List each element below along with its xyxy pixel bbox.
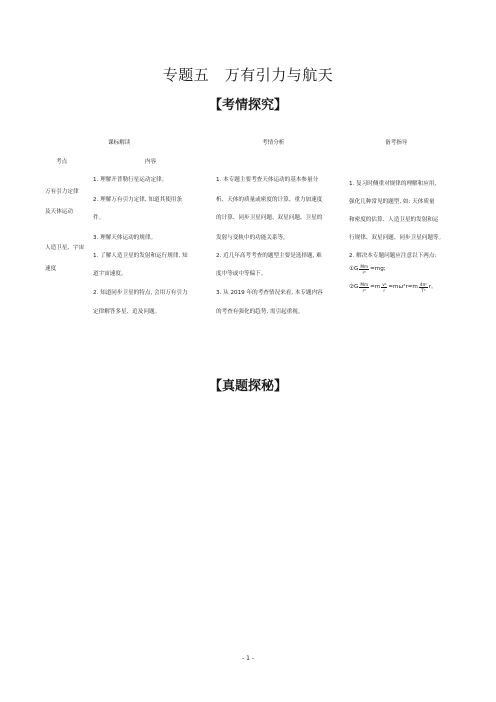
topic-2-line1: 人造卫星、宇宙	[45, 245, 85, 251]
formula-2-prefix: ②G	[349, 283, 359, 290]
formula-1-numerator: Mm	[360, 264, 369, 269]
formula-1-suffix: =mg;	[370, 265, 386, 272]
analysis-line: 度中等或中等偏下。	[216, 271, 267, 277]
formula-2-fraction-2	[381, 282, 387, 293]
formula-2-denominator-3: T²	[421, 288, 426, 293]
page-title: 专题五 万有引力与航天	[162, 66, 334, 84]
formula-2	[349, 282, 437, 293]
table-group-header: 课标解读	[108, 140, 131, 146]
guide-line: 强化几种常见的题型, 如: 天体质量	[349, 199, 435, 205]
formula-2-denominator-1: r²	[362, 288, 366, 293]
analysis-line: 的计算、同步卫星问题、双星问题、卫星的	[216, 215, 323, 221]
section-heading-analysis: 【考情探究】	[208, 98, 287, 113]
content-line: 定律解答多星、追及问题。	[93, 309, 161, 315]
content-line: 3. 理解天体运动的规律。	[93, 235, 157, 241]
formula-2-numerator-3: 4π²	[419, 282, 427, 287]
analysis-line: 发射与变轨中的功能关系等。	[216, 235, 289, 241]
guide-line: 和密度的估算、人造卫星的发射和运	[349, 217, 439, 223]
formula-2-fraction-1	[359, 282, 369, 293]
topic-1-line1: 万有引力定律	[45, 189, 79, 195]
guide-line: 行规律、双星问题、同步卫星问题等。	[349, 235, 445, 241]
formula-2-fraction-3	[419, 282, 428, 293]
topic-1-line2: 及天体运动	[45, 209, 73, 215]
analysis-line: 2. 近几年高考考查的题型主要是选择题, 难	[216, 253, 322, 259]
content-line: 1. 理解开普勒行星运动定律。	[93, 177, 168, 183]
analysis-line: 1. 本专题主要考查天体运动的基本参量分	[216, 177, 319, 183]
guide-line: 2. 解决本专题问题应注意以下两点:	[349, 253, 437, 259]
table-header-guide: 备考指导	[385, 140, 408, 146]
content-line: 2. 知道同步卫星的特点, 会用万有引力	[93, 290, 188, 296]
analysis-line: 析、天体的质量或密度的计算、重力加速度	[216, 197, 323, 203]
content-line: 2. 理解万有引力定律, 知道其使用条	[93, 197, 182, 203]
formula-2-suffix: r。	[428, 283, 437, 290]
content-line: 1. 了解人造卫星的发射和运行规律, 知	[93, 253, 188, 259]
page-number: - 1 -	[242, 655, 254, 662]
formula-2-mid-2: =mω²r=m	[388, 283, 418, 290]
content-line: 件。	[93, 215, 105, 221]
table-header-analysis: 考情分析	[262, 140, 285, 146]
analysis-line: 的考查有强化的趋势, 需引起重视。	[216, 309, 304, 315]
formula-1-fraction	[359, 264, 369, 275]
formula-2-denominator-2: r	[383, 288, 386, 293]
formula-1-prefix: ①G	[349, 265, 359, 272]
formula-1-denominator: r²	[362, 270, 366, 275]
guide-line: 1. 复习时侧重对规律的理解和应用,	[349, 181, 437, 187]
table-header-content: 内容	[145, 159, 157, 165]
analysis-line: 3. 从 2019 年的考查情况来看, 本专题内容	[216, 290, 323, 296]
section-heading-real-questions: 【真题探秘】	[208, 379, 287, 394]
formula-1	[349, 264, 386, 275]
table-header-topic: 考点	[56, 159, 68, 165]
formula-2-numerator-1: Mm	[360, 282, 369, 287]
formula-2-mid-1: =m	[370, 283, 381, 290]
topic-2-line2: 速度	[45, 266, 57, 272]
content-line: 道宇宙速度。	[93, 271, 127, 277]
formula-2-numerator-2: v²	[382, 282, 387, 287]
